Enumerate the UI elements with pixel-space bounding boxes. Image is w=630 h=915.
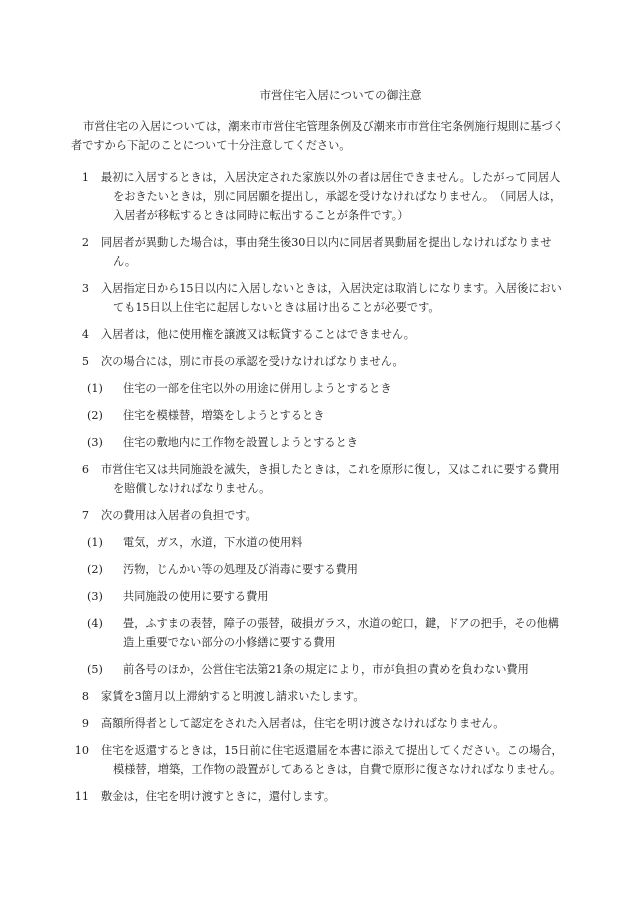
item-text: 入居指定日から15日以内に入居しないときは，入居決定は取消しになります。入居後においても15日以上住宅に起居しないときは届け出ることが必要です。 [101, 282, 562, 314]
sub-list-item [71, 560, 570, 579]
sub-item-text: 住宅の敷地内に工作物を設置しようとするとき [123, 436, 358, 449]
sub-item-number: (4) [87, 617, 103, 630]
sub-item-number: (2) [87, 409, 103, 422]
item-number: 9 [81, 717, 89, 730]
item-text: 家賃を3箇月以上滞納すると明渡し請求いたします。 [101, 690, 365, 703]
item-number: 3 [81, 282, 89, 295]
sub-item-text: 住宅の一部を住宅以外の用途に併用しようとするとき [123, 382, 392, 395]
item-text: 市営住宅又は共同施設を滅失，き損したときは，これを原形に復し，又はこれに要する費用を賠償しなければなりません。 [101, 463, 560, 495]
sub-item-number: (5) [87, 663, 103, 676]
item-number: 1 [81, 171, 89, 184]
sub-list-item [71, 587, 570, 606]
list-item [71, 787, 570, 806]
list-item [71, 741, 570, 779]
list-item [71, 506, 570, 525]
item-number: 8 [81, 690, 89, 703]
sub-list-item [71, 379, 570, 398]
list-item [71, 352, 570, 371]
sub-item-number: (2) [87, 563, 103, 576]
sub-item-number: (1) [87, 382, 103, 395]
list-item [71, 714, 570, 733]
item-text: 住宅を返還するときは，15日前に住宅返還届を本書に添えて提出してください。この場合，模様替，増築，工作物の設置がしてあるときは，自費で原形に復さなければなりません。 [101, 744, 563, 776]
item-text: 次の費用は入居者の負担です。 [101, 509, 257, 522]
item-number: 10 [74, 744, 89, 757]
sub-item-number: (3) [87, 590, 103, 603]
sub-list-item [71, 660, 570, 679]
list-item [71, 279, 570, 317]
sub-item-text: 住宅を模様替，増築をしようとするとき [123, 409, 325, 422]
item-number: 7 [81, 509, 89, 522]
sub-list-item [71, 433, 570, 452]
list-item [71, 325, 570, 344]
item-number: 4 [81, 328, 89, 341]
item-number: 11 [74, 790, 89, 803]
item-text: 敷金は，住宅を明け渡すときに，還付します。 [101, 790, 336, 803]
sub-item-number: (1) [87, 536, 103, 549]
item-number: 5 [81, 355, 89, 368]
document-title: 市営住宅入居についての御注意 [259, 88, 422, 102]
list-item [71, 233, 570, 271]
list-item [71, 460, 570, 498]
item-number: 2 [81, 236, 89, 249]
list-item [71, 687, 570, 706]
intro-paragraph: 市営住宅の入居については，潮来市市営住宅管理条例及び潮来市市営住宅条例施行規則に基づく者ですから下記のことについて十分注意してください。 [71, 120, 564, 152]
sub-item-text: 電気，ガス，水道，下水道の使用料 [123, 536, 303, 549]
item-number: 6 [81, 463, 89, 476]
sub-item-text: 前各号のほか，公営住宅法第21条の規定により，市が負担の責めを負わない費用 [123, 663, 529, 676]
item-text: 高額所得者として認定をされた入居者は，住宅を明け渡さなければなりません。 [101, 717, 505, 730]
item-text: 入居者は，他に使用権を譲渡又は転貸することはできません。 [101, 328, 415, 341]
sub-list-item [71, 406, 570, 425]
list-item [71, 168, 570, 225]
sub-list-item [71, 533, 570, 552]
sub-item-text: 共同施設の使用に要する費用 [123, 590, 269, 603]
item-text: 同居者が異動した場合は，事由発生後30日以内に同居者異動届を提出しなければなりません。 [101, 236, 552, 268]
sub-item-number: (3) [87, 436, 103, 449]
sub-item-text: 汚物，じんかい等の処理及び消毒に要する費用 [123, 563, 358, 576]
sub-item-text: 畳，ふすまの表替，障子の張替，破損ガラス，水道の蛇口，鍵，ドアの把手，その他構造上重要でない部分の小修繕に要する費用 [123, 617, 559, 649]
item-text: 次の場合には，別に市長の承認を受けなければなりません。 [101, 355, 404, 368]
sub-list-item [71, 614, 570, 652]
item-text: 最初に入居するときは，入居決定された家族以外の者は居住できません。したがって同居人をおきたいときは，別に同居願を提出し，承認を受けなければなりません。 （同居人は，入居者が移転するときは同時に転出することが条件です。） [101, 171, 562, 222]
